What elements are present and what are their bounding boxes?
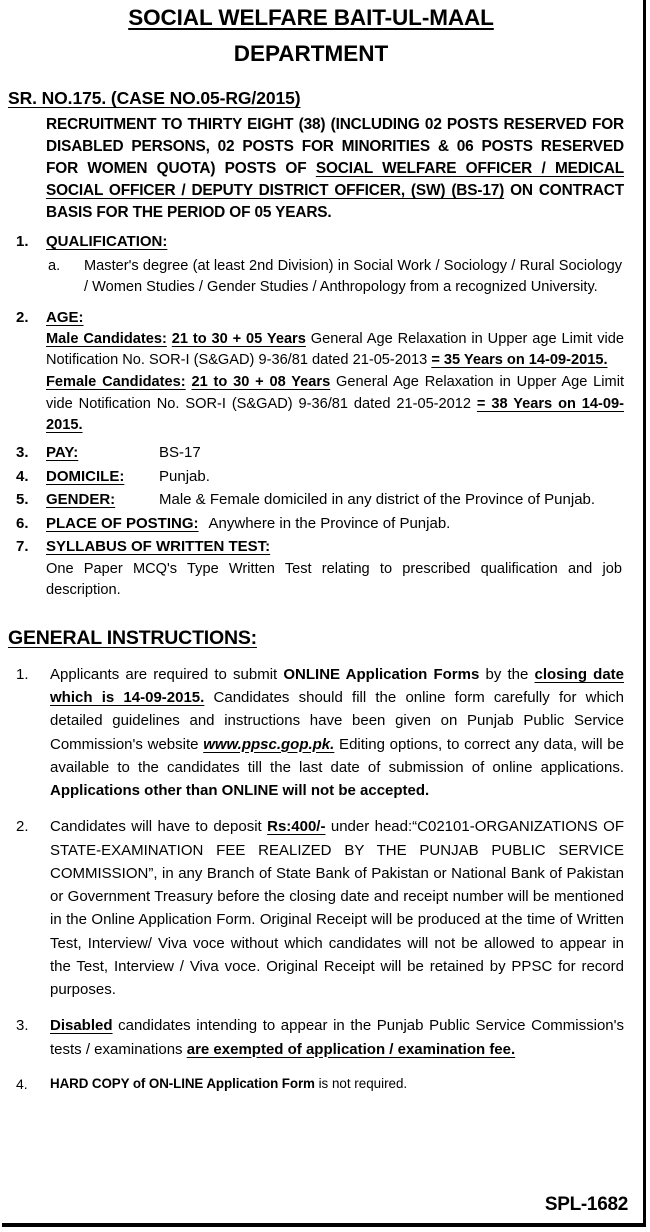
instruction-1-online-forms: ONLINE Application Forms: [283, 665, 480, 683]
section-age: [8, 307, 628, 437]
instruction-3-text-1: candidates intending to appear in the Punjab Public Service Commission's tests / examinations: [50, 1017, 624, 1058]
recruitment-paragraph: [46, 114, 628, 224]
instruction-3-exemption: are exempted of application / examination fee.: [186, 1040, 516, 1058]
instruction-item-2-number: 2.: [16, 818, 29, 836]
section-syllabus: [8, 537, 628, 557]
general-instructions-heading-wrap: [8, 601, 628, 650]
recruitment-post-titles: SOCIAL WELFARE OFFICER / MEDICAL SOCIAL OFFICER / DEPUTY DISTRICT OFFICER, (SW) (BS-17): [46, 160, 625, 200]
department-title-line2: [8, 41, 628, 67]
serial-number-line: SR. NO.175. (CASE NO.05-RG/2015): [8, 88, 301, 109]
qualification-subitem-a: [46, 256, 628, 298]
age-male-text: General Age Relaxation in Upper age Limit vide Notification No. SOR-I (S&GAD) 9-36/81 dated 21-05-2013: [46, 330, 624, 369]
department-title-line1-text: SOCIAL WELFARE BAIT-UL-MAAL: [128, 5, 494, 30]
instruction-2-text-2: under head:“C02101-ORGANIZATIONS OF STATE-EXAMINATION FEE REALIZED BY THE PUNJAB PUBLIC SERVICE COMMISSION”, in any Branch of State Bank of Pakistan or National Bank of Pakistan or Government Treasury before the closing date and receipt number will be mentioned in the Online Application Form. Original Receipt will be produced at the time of Written Test, Interview/ Viva voce without which candidates will not be allowed to appear in the Test, Interview / Viva voce. Original Receipt will be retained by PPSC for record purposes.: [50, 818, 624, 999]
qualification-subitem-a-text: Master's degree (at least 2nd Division) in Social Work / Sociology / Rural Sociology / Women Studies / Gender Studies / Anthropology from a recognized University.: [84, 257, 622, 295]
age-male-paragraph: [46, 329, 628, 372]
age-female-paragraph: [46, 372, 628, 436]
section-pay-number: 3.: [16, 444, 29, 462]
age-female-range: 21 to 30 + 08 Years: [191, 374, 331, 391]
section-syllabus-text: One Paper MCQ's Type Written Test relating to prescribed qualification and job description.: [46, 560, 622, 598]
instruction-item-3-number: 3.: [16, 1017, 29, 1035]
section-domicile: [8, 467, 628, 487]
section-gender: [8, 490, 628, 510]
age-female-label: Female Candidates:: [46, 374, 186, 391]
ppsc-website-link[interactable]: www.ppsc.gop.pk.: [203, 735, 335, 753]
section-domicile-label: DOMICILE:: [46, 467, 125, 485]
age-male-label: Male Candidates:: [46, 330, 167, 347]
instruction-1-text-1: Applicants are required to submit: [50, 665, 284, 683]
department-title-line1: [8, 5, 628, 31]
section-domicile-value: Punjab.: [159, 467, 210, 485]
section-domicile-number: 4.: [16, 467, 29, 485]
serial-number-line-wrap: [8, 67, 628, 109]
section-gender-number: 5.: [16, 491, 29, 509]
instruction-1-text-2: by the: [479, 665, 535, 683]
instruction-4-hardcopy-label: HARD COPY of ON-LINE Application Form: [50, 1075, 315, 1091]
section-place-of-posting-value: Anywhere in the Province of Punjab.: [208, 514, 451, 532]
instruction-2-text-1: Candidates will have to deposit: [50, 818, 268, 836]
age-male-result: = 35 Years on 14-09-2015.: [431, 352, 608, 369]
instruction-item-2: [8, 815, 628, 1001]
section-pay-value: BS-17: [159, 444, 201, 462]
section-place-of-posting-label: PLACE OF POSTING:: [46, 514, 199, 532]
instruction-item-4: [8, 1075, 628, 1094]
age-male-range: 21 to 30 + 05 Years: [171, 330, 306, 347]
instruction-4-text-1: is not required.: [314, 1075, 408, 1091]
section-qualification-number: 1.: [16, 233, 29, 251]
section-age-label: AGE:: [46, 308, 84, 326]
age-female-text: General Age Relaxation in Upper Age Limit vide Notification No. SOR-I (S&GAD) 9-36/81 dated 21-05-2012: [46, 374, 624, 412]
page-bottom-border: [2, 1223, 646, 1227]
section-pay: [8, 443, 628, 463]
section-qualification: [8, 231, 628, 252]
section-gender-value: Male & Female domiciled in any district of the Province of Punjab.: [159, 491, 596, 509]
section-place-of-posting: [8, 514, 628, 534]
instruction-item-1: [8, 663, 628, 803]
qualification-subitem-a-marker: a.: [48, 257, 61, 274]
recruitment-part2: ON CONTRACT BASIS FOR THE PERIOD OF 05 YEARS.: [46, 182, 624, 222]
recruitment-part1: RECRUITMENT TO THIRTY EIGHT (38) (INCLUDING 02 POSTS RESERVED FOR DISABLED PERSONS, 02 POSTS FOR MINORITIES & 06 POSTS RESERVED FOR WOMEN QUOTA) POSTS OF: [46, 116, 624, 178]
age-female-result: = 38 Years on 14-09-2015.: [46, 395, 624, 434]
department-title-line2-text: DEPARTMENT: [233, 41, 389, 67]
instruction-2-fee-amount: Rs:400/-: [267, 818, 326, 836]
footer-code: SPL-1682: [544, 1194, 628, 1215]
instruction-1-text-4: Editing options, to correct any data, will be available to the candidates till the last date of submission of online applications.: [50, 735, 624, 776]
instruction-item-4-number: 4.: [16, 1075, 28, 1092]
section-place-of-posting-number: 6.: [16, 514, 29, 532]
instruction-1-online-only-notice: Applications other than ONLINE will not be accepted.: [50, 782, 430, 800]
qualification-subitem-wrap: [8, 256, 628, 298]
section-qualification-label: QUALIFICATION:: [46, 233, 168, 251]
section-gender-label: GENDER:: [46, 491, 116, 509]
instruction-item-3: [8, 1014, 628, 1061]
section-syllabus-number: 7.: [16, 538, 29, 556]
instruction-1-text-3: Candidates should fill the online form carefully for which detailed guidelines and instructions have been given on Punjab Public Service Commission's website: [50, 689, 625, 753]
general-instructions-heading: GENERAL INSTRUCTIONS:: [8, 626, 257, 649]
section-syllabus-label: SYLLABUS OF WRITTEN TEST:: [46, 538, 271, 556]
instruction-1-closing-date: closing date which is 14-09-2015.: [50, 665, 625, 707]
instruction-3-disabled-keyword: Disabled: [50, 1017, 113, 1035]
section-age-number: 2.: [16, 308, 29, 326]
section-pay-label: PAY:: [46, 444, 79, 462]
instruction-item-1-number: 1.: [16, 665, 29, 683]
